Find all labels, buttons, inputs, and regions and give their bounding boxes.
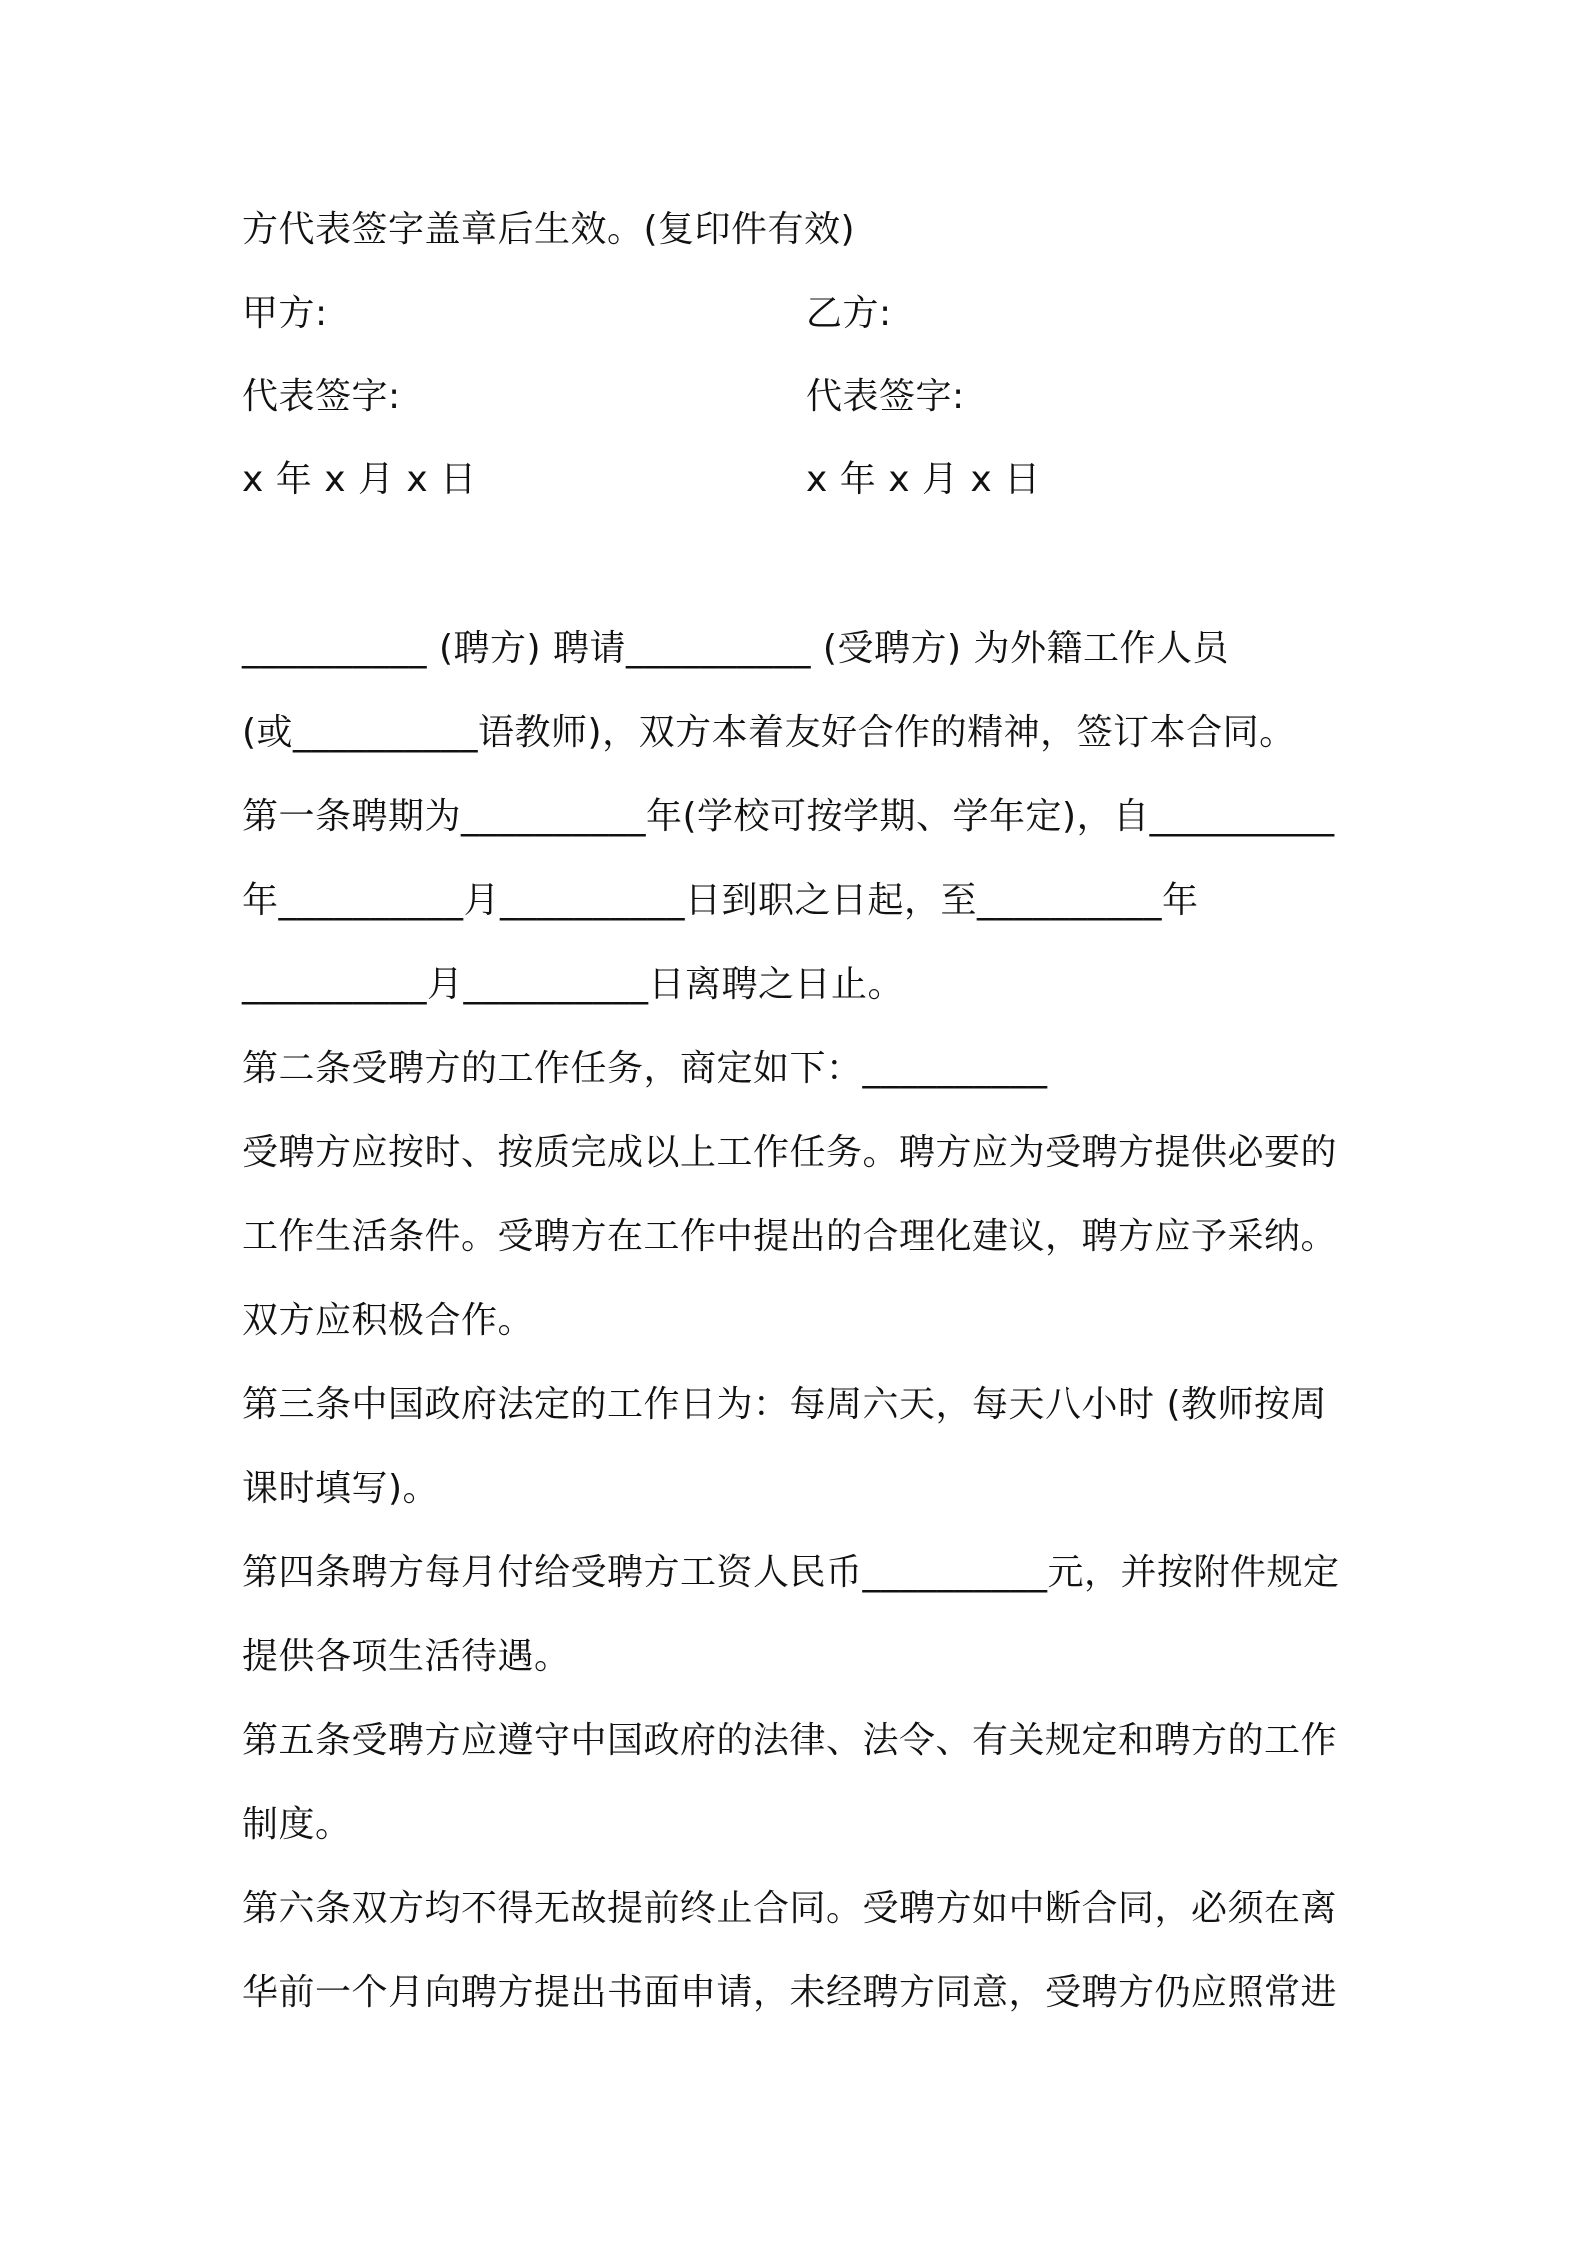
body-line: __________月__________日离聘之日止。 xyxy=(242,964,905,1005)
body-line: 第五条受聘方应遵守中国政府的法律、法令、有关规定和聘方的工作 xyxy=(242,1720,1338,1761)
party-b-label: 乙方: xyxy=(806,293,892,334)
body-line: 第三条中国政府法定的工作日为：每周六天，每天八小时 (教师按周 xyxy=(242,1384,1327,1425)
party-a-label: 甲方: xyxy=(242,293,328,334)
body-line: 课时填写)。 xyxy=(242,1468,440,1509)
representative-signature-a: 代表签字: xyxy=(242,376,401,417)
body-line: 受聘方应按时、按质完成以上工作任务。聘方应为受聘方提供必要的 xyxy=(242,1132,1338,1173)
date-b: x 年 x 月 x 日 xyxy=(806,459,1041,500)
body-line: 年__________月__________日到职之日起，至__________年 xyxy=(242,880,1199,921)
body-line: 华前一个月向聘方提出书面申请，未经聘方同意，受聘方仍应照常进 xyxy=(242,1972,1338,2013)
body-line: 制度。 xyxy=(242,1804,352,1845)
body-line: 第一条聘期为__________年(学校可按学期、学年定)，自__________ xyxy=(242,796,1335,837)
body-line: __________ (聘方) 聘请__________ (受聘方) 为外籍工作人员 xyxy=(242,628,1229,669)
body-line: (或__________语教师)，双方本着友好合作的精神，签订本合同。 xyxy=(242,712,1296,753)
body-line: 第四条聘方每月付给受聘方工资人民币__________元，并按附件规定 xyxy=(242,1552,1340,1593)
body-line: 第六条双方均不得无故提前终止合同。受聘方如中断合同，必须在离 xyxy=(242,1888,1338,1929)
body-line: 第二条受聘方的工作任务，商定如下：__________ xyxy=(242,1048,1048,1089)
body-line: 工作生活条件。受聘方在工作中提出的合理化建议，聘方应予采纳。 xyxy=(242,1216,1338,1257)
representative-signature-b: 代表签字: xyxy=(806,376,965,417)
body-line: 提供各项生活待遇。 xyxy=(242,1636,571,1677)
body-line: 双方应积极合作。 xyxy=(242,1300,535,1341)
date-a: x 年 x 月 x 日 xyxy=(242,459,477,500)
header-line: 方代表签字盖章后生效。(复印件有效) xyxy=(242,209,856,250)
